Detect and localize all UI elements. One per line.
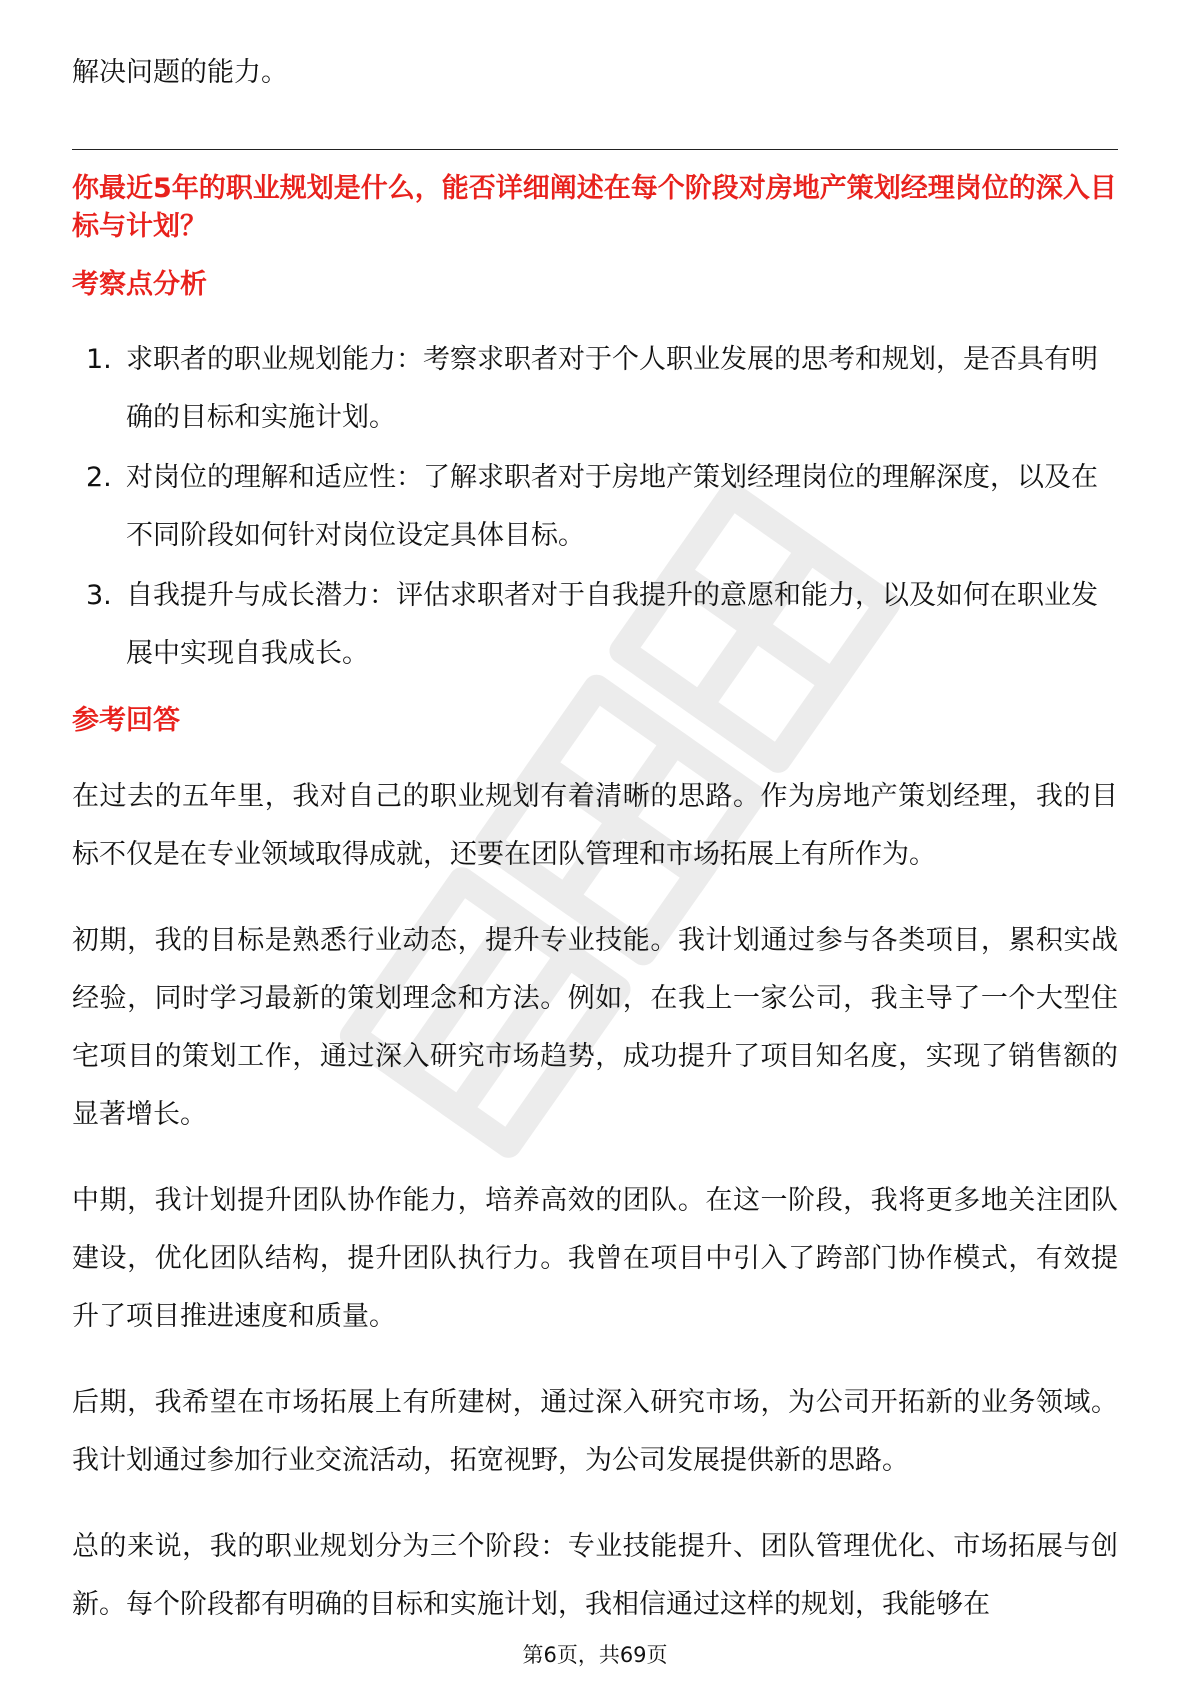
point-number: 2. (86, 462, 112, 493)
carry-over-text: 解决问题的能力。 (72, 57, 288, 88)
analysis-point (72, 331, 1118, 447)
page-footer: 第6页，共69页 (522, 1643, 668, 1667)
analysis-points-list (72, 331, 1118, 685)
answer-paragraph: 在过去的五年里，我对自己的职业规划有着清晰的思路。作为房地产策划经理，我的目标不仅是在专业领域取得成就，还要在团队管理和市场拓展上有所作为。 (72, 781, 1118, 870)
point-number: 1. (86, 344, 112, 375)
answer-paragraph: 总的来说，我的职业规划分为三个阶段：专业技能提升、团队管理优化、市场拓展与创新。每个阶段都有明确的目标和实施计划，我相信通过这样的规划，我能够在 (72, 1531, 1118, 1620)
point-text: 对岗位的理解和适应性：了解求职者对于房地产策划经理岗位的理解深度，以及在不同阶段如何针对岗位设定具体目标。 (126, 462, 1098, 551)
analysis-heading: 考察点分析 (72, 269, 207, 300)
point-number: 3. (86, 580, 112, 611)
answer-body (72, 768, 1118, 1662)
answer-paragraph: 初期，我的目标是熟悉行业动态，提升专业技能。我计划通过参与各类项目，累积实战经验，同时学习最新的策划理念和方法。例如，在我上一家公司，我主导了一个大型住宅项目的策划工作，通过深入研究市场趋势，成功提升了项目知名度，实现了销售额的显著增长。 (72, 925, 1118, 1130)
answer-paragraph: 中期，我计划提升团队协作能力，培养高效的团队。在这一阶段，我将更多地关注团队建设，优化团队结构，提升团队执行力。我曾在项目中引入了跨部门协作模式，有效提升了项目推进速度和质量。 (72, 1185, 1118, 1332)
point-text: 求职者的职业规划能力：考察求职者对于个人职业发展的思考和规划，是否具有明确的目标和实施计划。 (126, 344, 1098, 433)
point-text: 自我提升与成长潜力：评估求职者对于自我提升的意愿和能力，以及如何在职业发展中实现自我成长。 (126, 580, 1098, 669)
section-divider (72, 149, 1118, 150)
answer-paragraph: 后期，我希望在市场拓展上有所建树，通过深入研究市场，为公司开拓新的业务领域。我计划通过参加行业交流活动，拓宽视野，为公司发展提供新的思路。 (72, 1387, 1118, 1476)
answer-heading: 参考回答 (72, 705, 180, 736)
question-title: 你最近5年的职业规划是什么，能否详细阐述在每个阶段对房地产策划经理岗位的深入目标与计划？ (72, 173, 1117, 242)
analysis-point (72, 567, 1118, 683)
analysis-point (72, 449, 1118, 565)
